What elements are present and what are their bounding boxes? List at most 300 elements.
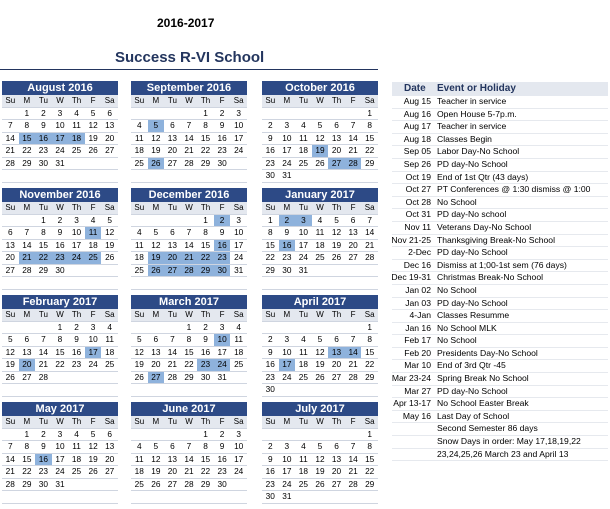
empty-day-cell [262, 428, 279, 441]
weekday-label: F [345, 416, 362, 428]
calendar-day: 19 [131, 359, 148, 372]
event-date: Jan 16 [405, 322, 431, 333]
calendar-day: 10 [68, 227, 85, 240]
calendar-day: 18 [85, 239, 102, 252]
calendar-day: 7 [181, 120, 198, 133]
event-description: Spring Break No School [437, 373, 529, 384]
calendar-day: 28 [361, 252, 378, 265]
calendar-day: 29 [35, 264, 52, 277]
event-row [392, 398, 608, 411]
calendar-day: 28 [19, 264, 36, 277]
weekday-label: Tu [164, 95, 181, 107]
calendar-day: 12 [312, 453, 329, 466]
calendar-day: 13 [164, 453, 181, 466]
event-row [392, 285, 608, 298]
calendar-day: 7 [345, 441, 362, 454]
calendar-day: 18 [68, 453, 85, 466]
calendar-day: 29 [361, 371, 378, 384]
event-description: Labor Day-No School [437, 146, 520, 157]
empty-day-cell [131, 170, 148, 183]
calendar-day: 23 [52, 252, 69, 265]
empty-day-cell [361, 170, 378, 183]
calendar-day: 7 [345, 120, 362, 133]
empty-day-cell [181, 491, 198, 504]
calendar-day: 2 [52, 214, 69, 227]
event-description: End of 3rd Qtr -45 [437, 360, 506, 371]
empty-day-cell [328, 491, 345, 504]
calendar-day: 7 [35, 334, 52, 347]
empty-day-cell [345, 321, 362, 334]
calendar-day: 3 [279, 441, 296, 454]
empty-day-cell [2, 107, 19, 120]
calendar-day: 8 [19, 120, 36, 133]
calendar-day: 4 [312, 214, 329, 227]
event-description: PD day-No School [437, 385, 508, 396]
weekday-label: M [19, 202, 36, 214]
empty-day-cell [214, 491, 231, 504]
month-title: September 2016 [131, 81, 247, 95]
calendar-day: 22 [361, 466, 378, 479]
calendar-day: 24 [279, 157, 296, 170]
empty-day-cell [230, 478, 247, 491]
weekday-label: M [279, 202, 296, 214]
month-calendar [2, 188, 118, 290]
empty-day-cell [19, 277, 36, 290]
calendar-day: 2 [279, 214, 296, 227]
calendar-day: 20 [164, 466, 181, 479]
empty-day-cell [312, 321, 329, 334]
calendar-day: 16 [262, 466, 279, 479]
event-date: Sep 05 [403, 146, 431, 157]
empty-day-cell [279, 107, 296, 120]
calendar-day: 11 [312, 227, 329, 240]
calendar-day: 27 [328, 478, 345, 491]
event-row [392, 360, 608, 373]
event-description: Teacher in service [437, 121, 507, 132]
event-row [392, 298, 608, 311]
weekday-label: Su [262, 416, 279, 428]
calendar-day: 13 [101, 441, 118, 454]
events-header [392, 82, 608, 96]
event-date: Aug 16 [403, 108, 431, 119]
calendar-day: 3 [52, 107, 69, 120]
calendar-day: 24 [230, 252, 247, 265]
calendar-day: 17 [279, 359, 296, 372]
calendar-day: 19 [328, 239, 345, 252]
month-title: April 2017 [262, 295, 378, 309]
calendar-day: 21 [361, 239, 378, 252]
calendar-day: 14 [2, 132, 19, 145]
empty-day-cell [345, 428, 362, 441]
calendar-day: 1 [197, 107, 214, 120]
weekday-label: Sa [230, 202, 247, 214]
event-description: Dismiss at 1;00-1st sem (76 days) [437, 259, 567, 270]
calendar-day: 4 [131, 120, 148, 133]
calendar-day: 19 [312, 466, 329, 479]
empty-day-cell [101, 491, 118, 504]
empty-day-cell [131, 107, 148, 120]
calendar-day: 7 [19, 227, 36, 240]
calendar-day: 23 [262, 478, 279, 491]
empty-day-cell [19, 321, 36, 334]
empty-day-cell [85, 384, 102, 397]
event-row [392, 146, 608, 159]
calendar-day: 31 [279, 491, 296, 504]
calendar-day: 15 [197, 132, 214, 145]
month-calendar [262, 295, 378, 397]
weekday-label: Th [68, 309, 85, 321]
empty-day-cell [181, 107, 198, 120]
calendar-day: 11 [131, 239, 148, 252]
calendar-day: 19 [148, 252, 165, 265]
event-description: Classes Begin [437, 133, 492, 144]
empty-day-cell [328, 264, 345, 277]
calendar-day: 15 [197, 453, 214, 466]
calendar-day: 8 [361, 334, 378, 347]
calendar-day: 5 [85, 107, 102, 120]
event-date: Oct 28 [405, 196, 431, 207]
month-title: March 2017 [131, 295, 247, 309]
calendar-day: 27 [328, 371, 345, 384]
calendar-day: 12 [328, 227, 345, 240]
calendar-day: 9 [214, 120, 231, 133]
empty-day-cell [361, 384, 378, 397]
empty-day-cell [164, 107, 181, 120]
empty-day-cell [148, 214, 165, 227]
calendar-day: 1 [19, 107, 36, 120]
empty-day-cell [2, 384, 19, 397]
calendar-day: 17 [230, 132, 247, 145]
empty-day-cell [52, 277, 69, 290]
event-row [392, 96, 608, 109]
empty-day-cell [181, 384, 198, 397]
event-date: Nov 11 [404, 221, 431, 232]
calendar-day: 23 [214, 466, 231, 479]
calendar-day: 1 [361, 107, 378, 120]
calendar-day: 9 [52, 227, 69, 240]
calendar-day: 28 [35, 371, 52, 384]
calendar-day: 6 [19, 334, 36, 347]
calendar-day: 22 [35, 252, 52, 265]
month-calendar [262, 188, 378, 290]
calendar-day: 22 [361, 145, 378, 158]
empty-day-cell [328, 321, 345, 334]
calendar-day: 29 [19, 478, 36, 491]
calendar-day: 15 [262, 239, 279, 252]
calendar-day: 11 [295, 346, 312, 359]
weekday-label: Su [131, 416, 148, 428]
event-date: Mar 27 [404, 385, 431, 396]
empty-day-cell [68, 170, 85, 183]
event-description: PD day-No School [437, 158, 508, 169]
calendar-day: 22 [52, 359, 69, 372]
calendar-day: 13 [328, 453, 345, 466]
weekday-label: W [52, 95, 69, 107]
calendar-day: 12 [2, 346, 19, 359]
empty-day-cell [101, 478, 118, 491]
calendar-day: 11 [68, 441, 85, 454]
weekday-label: F [345, 309, 362, 321]
empty-day-cell [148, 277, 165, 290]
calendar-day: 4 [230, 321, 247, 334]
calendar-day: 7 [361, 214, 378, 227]
event-row [392, 411, 608, 424]
empty-day-cell [295, 170, 312, 183]
calendar-day: 26 [2, 371, 19, 384]
calendar-day: 6 [328, 120, 345, 133]
calendar-day: 21 [345, 359, 362, 372]
empty-day-cell [279, 321, 296, 334]
calendar-day: 12 [148, 453, 165, 466]
empty-day-cell [164, 277, 181, 290]
empty-day-cell [312, 384, 329, 397]
empty-day-cell [312, 428, 329, 441]
empty-day-cell [345, 491, 362, 504]
calendar-day: 7 [181, 227, 198, 240]
calendar-day: 21 [181, 252, 198, 265]
empty-day-cell [19, 491, 36, 504]
calendar-day: 22 [197, 466, 214, 479]
calendar-day: 13 [148, 346, 165, 359]
calendar-day: 20 [101, 453, 118, 466]
calendar-year: 2016-2017 [157, 16, 215, 30]
calendar-day: 19 [101, 239, 118, 252]
calendar-day: 18 [131, 145, 148, 158]
weekday-label: M [19, 416, 36, 428]
empty-day-cell [345, 384, 362, 397]
weekday-label: Th [197, 309, 214, 321]
calendar-day: 6 [101, 428, 118, 441]
month-title: February 2017 [2, 295, 118, 309]
calendar-day: 10 [52, 441, 69, 454]
calendar-day: 18 [295, 145, 312, 158]
calendar-day: 23 [279, 252, 296, 265]
calendar-day: 3 [279, 120, 296, 133]
empty-day-cell [131, 321, 148, 334]
calendar-day: 15 [181, 346, 198, 359]
event-row [392, 260, 608, 273]
calendar-day: 23 [214, 145, 231, 158]
calendar-day: 3 [279, 334, 296, 347]
calendar-day: 26 [312, 157, 329, 170]
empty-day-cell [85, 478, 102, 491]
weekday-label: Sa [361, 416, 378, 428]
calendar-day: 17 [279, 466, 296, 479]
calendar-day: 11 [295, 453, 312, 466]
calendar-day: 15 [361, 453, 378, 466]
weekday-label: M [279, 309, 296, 321]
calendar-day: 26 [85, 145, 102, 158]
calendar-day: 23 [262, 371, 279, 384]
weekday-label: F [85, 416, 102, 428]
calendar-day: 4 [68, 428, 85, 441]
calendar-day: 30 [262, 384, 279, 397]
empty-day-cell [148, 170, 165, 183]
calendar-day: 25 [230, 359, 247, 372]
weekday-label: Su [262, 95, 279, 107]
calendar-day: 16 [262, 145, 279, 158]
calendar-day: 6 [148, 334, 165, 347]
calendar-day: 13 [164, 132, 181, 145]
empty-day-cell [19, 170, 36, 183]
calendar-day: 29 [262, 264, 279, 277]
calendar-day: 21 [164, 359, 181, 372]
calendar-day: 8 [19, 441, 36, 454]
calendar-day: 2 [214, 107, 231, 120]
empty-day-cell [230, 384, 247, 397]
calendar-day: 16 [52, 239, 69, 252]
event-description: No School [437, 335, 477, 346]
empty-day-cell [214, 277, 231, 290]
weekday-label: W [181, 309, 198, 321]
calendar-day: 30 [279, 264, 296, 277]
month-calendar [131, 402, 247, 504]
weekday-label: W [181, 95, 198, 107]
calendar-day: 29 [197, 478, 214, 491]
calendar-day: 27 [2, 264, 19, 277]
calendar-day: 30 [262, 491, 279, 504]
empty-day-cell [181, 277, 198, 290]
calendar-day: 15 [361, 132, 378, 145]
calendar-day: 29 [19, 157, 36, 170]
calendar-day: 6 [2, 227, 19, 240]
calendar-day: 24 [52, 466, 69, 479]
event-description: No School Easter Break [437, 398, 529, 409]
calendar-day: 3 [214, 321, 231, 334]
calendar-day: 15 [52, 346, 69, 359]
empty-day-cell [101, 157, 118, 170]
calendar-day: 17 [279, 145, 296, 158]
weekday-label: Th [328, 309, 345, 321]
event-date: Aug 15 [403, 96, 431, 106]
event-date: Sep 26 [403, 158, 431, 169]
calendar-day: 21 [35, 359, 52, 372]
empty-day-cell [68, 277, 85, 290]
calendar-day: 1 [181, 321, 198, 334]
weekday-label: F [214, 95, 231, 107]
calendar-day: 7 [345, 334, 362, 347]
calendar-day: 9 [214, 227, 231, 240]
calendar-day: 13 [164, 239, 181, 252]
calendar-day: 26 [85, 466, 102, 479]
empty-day-cell [85, 491, 102, 504]
weekday-label: Tu [295, 309, 312, 321]
event-row [392, 386, 608, 399]
calendar-day: 31 [52, 157, 69, 170]
empty-day-cell [164, 170, 181, 183]
calendar-day: 18 [295, 466, 312, 479]
calendar-day: 31 [279, 170, 296, 183]
event-row [392, 423, 608, 436]
calendar-day: 18 [101, 346, 118, 359]
calendar-day: 12 [148, 132, 165, 145]
events-list [392, 82, 608, 461]
calendar-day: 24 [279, 371, 296, 384]
event-row [392, 222, 608, 235]
calendar-day: 20 [328, 466, 345, 479]
school-name: Success R-VI School [115, 49, 265, 66]
calendar-day: 11 [68, 120, 85, 133]
calendar-day: 19 [148, 145, 165, 158]
empty-day-cell [19, 384, 36, 397]
calendar-day: 2 [35, 428, 52, 441]
weekday-label: Sa [361, 309, 378, 321]
calendar-day: 21 [345, 145, 362, 158]
calendar-day: 17 [52, 132, 69, 145]
event-row [392, 235, 608, 248]
empty-day-cell [164, 491, 181, 504]
calendar-day: 5 [312, 441, 329, 454]
calendar-day: 14 [361, 227, 378, 240]
calendar-day: 31 [52, 478, 69, 491]
empty-day-cell [295, 277, 312, 290]
weekday-label: Tu [35, 202, 52, 214]
calendar-day: 27 [328, 157, 345, 170]
calendar-day: 28 [2, 157, 19, 170]
empty-day-cell [2, 277, 19, 290]
event-date: Dec 19-31 [391, 272, 431, 283]
calendar-day: 2 [262, 441, 279, 454]
weekday-label: Th [197, 416, 214, 428]
calendar-day: 13 [328, 132, 345, 145]
empty-day-cell [262, 321, 279, 334]
event-date: Oct 19 [405, 171, 431, 182]
calendar-day: 2 [262, 334, 279, 347]
empty-day-cell [295, 491, 312, 504]
weekday-label: Th [197, 95, 214, 107]
empty-day-cell [52, 371, 69, 384]
calendar-day: 30 [214, 157, 231, 170]
calendar-day: 20 [2, 252, 19, 265]
calendar-day: 9 [197, 334, 214, 347]
empty-day-cell [181, 428, 198, 441]
empty-day-cell [35, 170, 52, 183]
empty-day-cell [345, 277, 362, 290]
calendar-day: 14 [345, 346, 362, 359]
weekday-label: Tu [295, 95, 312, 107]
calendar-day: 29 [197, 157, 214, 170]
empty-day-cell [181, 170, 198, 183]
weekday-label: Sa [101, 202, 118, 214]
weekday-label: Tu [164, 416, 181, 428]
empty-day-cell [230, 170, 247, 183]
calendar-day: 19 [2, 359, 19, 372]
calendar-day: 11 [131, 132, 148, 145]
calendar-day: 20 [328, 359, 345, 372]
month-calendar [2, 81, 118, 183]
calendar-day: 31 [214, 371, 231, 384]
empty-day-cell [148, 321, 165, 334]
calendar-day: 22 [197, 252, 214, 265]
weekday-label: Sa [361, 202, 378, 214]
calendar-day: 7 [2, 441, 19, 454]
calendar-day: 30 [262, 170, 279, 183]
calendar-day: 29 [181, 371, 198, 384]
calendar-day: 11 [230, 334, 247, 347]
calendar-day: 19 [148, 466, 165, 479]
weekday-label: W [312, 309, 329, 321]
calendar-day: 3 [295, 214, 312, 227]
calendar-day: 25 [295, 157, 312, 170]
event-description: Second Semester 86 days [437, 423, 538, 434]
event-date: Oct 27 [405, 184, 431, 195]
event-date: Feb 17 [404, 335, 431, 346]
empty-day-cell [85, 170, 102, 183]
calendar-day: 30 [214, 264, 231, 277]
weekday-label: W [52, 416, 69, 428]
empty-day-cell [197, 277, 214, 290]
calendar-day: 24 [68, 252, 85, 265]
